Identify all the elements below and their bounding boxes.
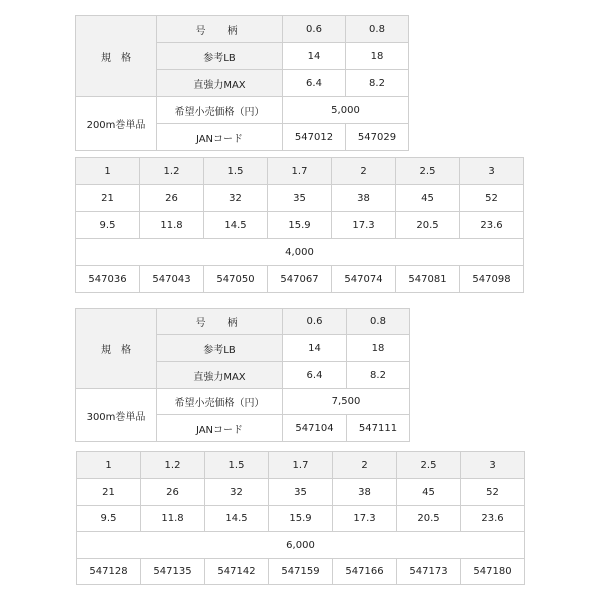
size-table-200m (75, 157, 524, 293)
gou-cell: 1 (77, 452, 141, 479)
jan-value: 547111 (347, 415, 410, 442)
lb-cell: 45 (397, 479, 461, 506)
max-cell: 15.9 (268, 212, 332, 239)
lb-cell: 35 (268, 185, 332, 212)
jan-value: 547029 (346, 124, 409, 151)
jan-cell: 547050 (204, 266, 268, 293)
price-cell: 4,000 (76, 239, 524, 266)
size-table-300m (76, 451, 525, 585)
lb-cell: 38 (332, 185, 396, 212)
lb-cell: 52 (460, 185, 524, 212)
row-label-jan: JANコード (157, 415, 283, 442)
jan-value: 547012 (283, 124, 346, 151)
gou-cell: 2.5 (396, 158, 460, 185)
gou-cell: 1.7 (268, 158, 332, 185)
lb-value: 14 (283, 335, 347, 362)
max-value: 8.2 (346, 70, 409, 97)
price-cell: 6,000 (77, 532, 525, 559)
max-cell: 9.5 (77, 506, 141, 532)
row-label-price: 希望小売価格（円） (157, 97, 283, 124)
jan-cell: 547081 (396, 266, 460, 293)
max-cell: 11.8 (140, 212, 204, 239)
max-value: 6.4 (283, 70, 346, 97)
max-cell: 17.3 (332, 212, 396, 239)
max-cell: 9.5 (76, 212, 140, 239)
lb-cell: 21 (77, 479, 141, 506)
gou-cell: 1.5 (205, 452, 269, 479)
jan-value: 547104 (283, 415, 347, 442)
max-cell: 14.5 (204, 212, 268, 239)
max-value: 8.2 (347, 362, 410, 389)
max-cell: 17.3 (333, 506, 397, 532)
row-label-max: 直強力MAX (157, 70, 283, 97)
row-label-jan: JANコード (157, 124, 283, 151)
gou-cell: 2.5 (397, 452, 461, 479)
jan-cell: 547173 (397, 559, 461, 585)
gou-cell: 1 (76, 158, 140, 185)
jan-cell: 547036 (76, 266, 140, 293)
gou-cell: 2 (332, 158, 396, 185)
spec-label: 規 格 (76, 16, 157, 97)
max-cell: 20.5 (397, 506, 461, 532)
gou-cell: 1.5 (204, 158, 268, 185)
row-label-price: 希望小売価格（円） (157, 389, 283, 415)
jan-cell: 547098 (460, 266, 524, 293)
jan-cell: 547135 (141, 559, 205, 585)
jan-cell: 547128 (77, 559, 141, 585)
gou-value: 0.6 (283, 309, 347, 335)
jan-cell: 547166 (333, 559, 397, 585)
spec-table-300m (75, 308, 410, 442)
product-label: 200m巻単品 (76, 97, 157, 151)
gou-cell: 3 (460, 158, 524, 185)
max-cell: 14.5 (205, 506, 269, 532)
max-cell: 15.9 (269, 506, 333, 532)
lb-value: 18 (346, 43, 409, 70)
max-cell: 23.6 (461, 506, 525, 532)
gou-value: 0.6 (283, 16, 346, 43)
lb-value: 14 (283, 43, 346, 70)
lb-cell: 21 (76, 185, 140, 212)
spec-label: 規 格 (76, 309, 157, 389)
row-label-lb: 参考LB (157, 335, 283, 362)
gou-cell: 1.2 (140, 158, 204, 185)
jan-cell: 547043 (140, 266, 204, 293)
gou-value: 0.8 (347, 309, 410, 335)
gou-cell: 3 (461, 452, 525, 479)
jan-cell: 547074 (332, 266, 396, 293)
gou-cell: 1.7 (269, 452, 333, 479)
lb-cell: 26 (140, 185, 204, 212)
jan-cell: 547067 (268, 266, 332, 293)
row-label-gou: 号 柄 (157, 309, 283, 335)
lb-cell: 32 (204, 185, 268, 212)
lb-cell: 45 (396, 185, 460, 212)
lb-cell: 32 (205, 479, 269, 506)
gou-cell: 1.2 (141, 452, 205, 479)
product-label: 300m巻単品 (76, 389, 157, 442)
max-cell: 11.8 (141, 506, 205, 532)
price-value: 7,500 (283, 389, 410, 415)
max-value: 6.4 (283, 362, 347, 389)
lb-cell: 38 (333, 479, 397, 506)
row-label-max: 直強力MAX (157, 362, 283, 389)
lb-value: 18 (347, 335, 410, 362)
jan-cell: 547159 (269, 559, 333, 585)
jan-cell: 547142 (205, 559, 269, 585)
row-label-gou: 号 柄 (157, 16, 283, 43)
max-cell: 20.5 (396, 212, 460, 239)
row-label-lb: 参考LB (157, 43, 283, 70)
max-cell: 23.6 (460, 212, 524, 239)
lb-cell: 26 (141, 479, 205, 506)
lb-cell: 35 (269, 479, 333, 506)
lb-cell: 52 (461, 479, 525, 506)
price-value: 5,000 (283, 97, 409, 124)
spec-table-200m (75, 15, 409, 151)
gou-cell: 2 (333, 452, 397, 479)
jan-cell: 547180 (461, 559, 525, 585)
gou-value: 0.8 (346, 16, 409, 43)
